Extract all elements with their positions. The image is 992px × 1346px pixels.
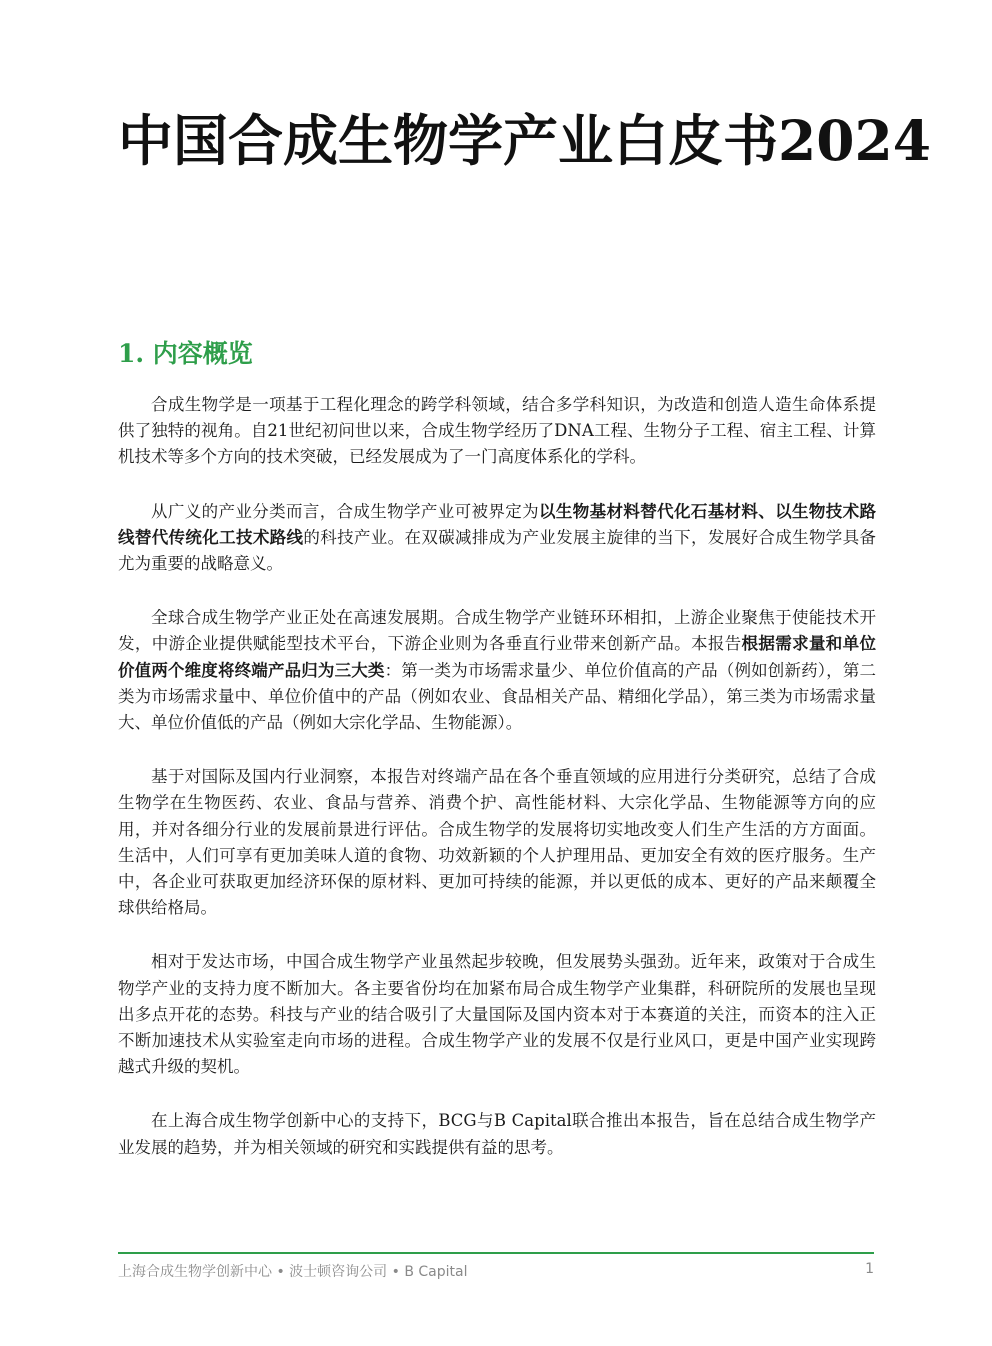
document-body [118, 392, 876, 1189]
paragraph [118, 392, 876, 471]
paragraph [118, 605, 876, 736]
paragraph-text: 基于对国际及国内行业洞察，本报告对终端产品在各个垂直领域的应用进行分类研究，总结了合成生物学在生物医药、农业、食品与营养、消费个护、高性能材料、大宗化学品、生物能源等方向的应用，并对各细分行业的发展前景进行评估。合成生物学的发展将切实地改变人们生产生活的方方面面。生活中，人们可享有更加美味人道的食物、功效新颖的个人护理用品、更加安全有效的医疗服务。生产中，各企业可获取更加经济环保的原材料、更加可持续的能源，并以更低的成本、更好的产品来颠覆全球供给格局。 [118, 767, 876, 918]
section-heading: 1. 内容概览 [118, 339, 253, 368]
document-title: 中国合成生物学产业白皮书2024 [118, 108, 932, 173]
paragraph-emphasis: 以生物基材料替代化石基材料、以生物技术路线替代传统化工技术路线 [118, 501, 877, 547]
paragraph-text: 全球合成生物学产业正处在高速发展期。合成生物学产业链环环相扣，上游企业聚焦于使能技术开发，中游企业提供赋能型技术平台，下游企业则为各垂直行业带来创新产品。本报告 [118, 608, 876, 654]
paragraph-text: 合成生物学是一项基于工程化理念的跨学科领域，结合多学科知识，为改造和创造人造生命体系提供了独特的视角。自21世纪初问世以来，合成生物学经历了DNA工程、生物分子工程、宿主工程、计算机技术等多个方向的技术突破，已经发展成为了一门高度体系化的学科。 [118, 395, 876, 467]
paragraph-text: ：第一类为市场需求量少、单位价值高的产品（例如创新药），第二类为市场需求量中、单位价值中的产品（例如农业、食品相关产品、精细化学品），第三类为市场需求量大、单位价值低的产品（例如大宗化学品、生物能源）。 [118, 660, 877, 733]
paragraph-emphasis: 根据需求量和单位价值两个维度将终端产品归为三大类 [118, 634, 877, 680]
footer-text: 上海合成生物学创新中心 • 波士顿咨询公司 • B Capital [118, 1264, 468, 1280]
paragraph [118, 499, 876, 578]
paragraph-text: 在上海合成生物学创新中心的支持下，BCG与B Capital联合推出本报告，旨在总结合成生物学产业发展的趋势，并为相关领域的研究和实践提供有益的思考。 [118, 1111, 876, 1157]
paragraph-text: 从广义的产业分类而言，合成生物学产业可被界定为 [151, 501, 539, 521]
paragraph [118, 1108, 876, 1160]
paragraph-text: 的科技产业。在双碳减排成为产业发展主旋律的当下，发展好合成生物学具备尤为重要的战略意义。 [118, 527, 877, 574]
paragraph [118, 949, 876, 1080]
footer-divider [118, 1252, 874, 1254]
paragraph [118, 764, 876, 921]
paragraph-text: 相对于发达市场，中国合成生物学产业虽然起步较晚，但发展势头强劲。近年来，政策对于合成生物学产业的支持力度不断加大。各主要省份均在加紧布局合成生物学产业集群，科研院所的发展也呈现出多点开花的态势。科技与产业的结合吸引了大量国际及国内资本对于本赛道的关注，而资本的注入正不断加速技术从实验室走向市场的进程。合成生物学产业的发展不仅是行业风口，更是中国产业实现跨越式升级的契机。 [118, 952, 876, 1077]
page-number: 1 [865, 1261, 874, 1277]
